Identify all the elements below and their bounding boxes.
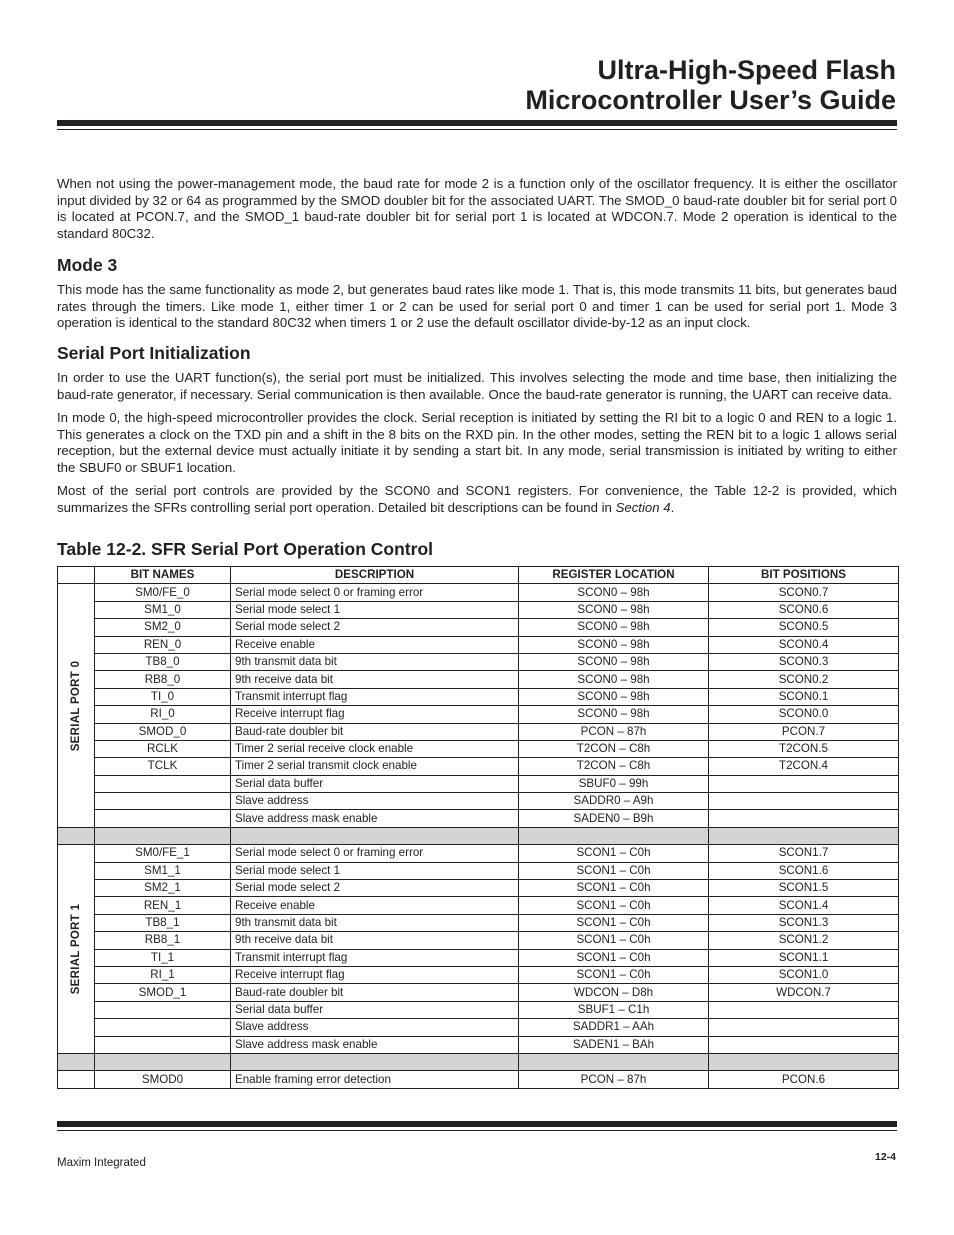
description-cell: 9th receive data bit — [231, 671, 519, 688]
bit-name-cell: SM0/FE_0 — [95, 584, 231, 601]
table-row — [58, 601, 899, 618]
description-cell: Slave address — [231, 793, 519, 810]
separator-cell — [58, 1053, 95, 1070]
init-paragraph-2: In mode 0, the high-speed microcontroller provides the clock. Serial reception is initiated by setting the RI bit to a logic 0 and REN to a logic 1. This generates a clock on the TXD pin and a shift in the 8 bits on the RXD pin. In the other modes, setting the REN bit to a logic 1 allows serial reception, but the external device must actually initiate it by sending a start bit. In any mode, serial transmission is initiated by writing to either the SBUF0 or SBUF1 location. — [57, 410, 897, 475]
bit-position-cell — [709, 1036, 899, 1053]
bit-position-cell: SCON1.3 — [709, 914, 899, 931]
description-cell: Serial mode select 1 — [231, 601, 519, 618]
sfr-table — [57, 566, 899, 1089]
bit-name-cell: SM1_1 — [95, 862, 231, 879]
separator-cell — [519, 1053, 709, 1070]
serial-init-heading: Serial Port Initialization — [57, 343, 251, 363]
description-cell: Timer 2 serial transmit clock enable — [231, 758, 519, 775]
header-register-location: REGISTER LOCATION — [519, 567, 709, 584]
header-rule-thick — [57, 120, 897, 126]
bit-name-cell — [95, 1036, 231, 1053]
init-paragraph-3-end: . — [670, 499, 675, 515]
mode3-paragraph: This mode has the same functionality as mode 2, but generates baud rates like mode 1. That is, this mode transmits 11 bits, but generates baud rates through the timers. Like mode 1, either timer 1 or 2 can be used for serial port 0 and timer 1 can be used for serial port 1. Mode 3 operation is identical to the standard 80C32 when timers 1 or 2 use the default oscillator divide-by-12 as an input clock. — [57, 282, 897, 331]
register-location-cell: SBUF0 – 99h — [519, 775, 709, 792]
footer-page-number: 12-4 — [874, 1151, 896, 1163]
bit-position-cell: SCON0.5 — [709, 619, 899, 636]
bit-name-cell — [95, 810, 231, 827]
bit-name-cell: TB8_1 — [95, 914, 231, 931]
register-location-cell: SCON0 – 98h — [519, 706, 709, 723]
table-row-common — [58, 1071, 899, 1088]
table-row — [58, 949, 899, 966]
bit-name-cell: SM2_1 — [95, 880, 231, 897]
header-description: DESCRIPTION — [231, 567, 519, 584]
bit-position-cell: SCON1.7 — [709, 845, 899, 862]
header-bit-positions: BIT POSITIONS — [709, 567, 899, 584]
separator-cell — [519, 827, 709, 844]
serial-port-1-group-label: SERIAL PORT 1 — [70, 903, 82, 995]
description-cell: 9th transmit data bit — [231, 914, 519, 931]
register-location-cell: T2CON – C8h — [519, 740, 709, 757]
table-row — [58, 636, 899, 653]
table-row — [58, 914, 899, 931]
serial-port-0-group-label: SERIAL PORT 0 — [70, 660, 82, 751]
register-location-cell: SCON0 – 98h — [519, 584, 709, 601]
description-cell: Slave address mask enable — [231, 810, 519, 827]
register-location-cell: SADDR1 – AAh — [519, 1019, 709, 1036]
footer-company: Maxim Integrated — [57, 1157, 146, 1169]
table-row — [58, 1019, 899, 1036]
bit-position-cell: WDCON.7 — [709, 984, 899, 1001]
register-location-cell: SBUF1 – C1h — [519, 1001, 709, 1018]
bit-name-cell: TB8_0 — [95, 653, 231, 670]
separator-row — [58, 827, 899, 844]
register-location-cell: SCON1 – C0h — [519, 897, 709, 914]
bit-name-cell — [95, 1001, 231, 1018]
bit-name-cell: REN_0 — [95, 636, 231, 653]
description-cell: Serial mode select 2 — [231, 619, 519, 636]
mode3-heading: Mode 3 — [57, 255, 118, 275]
table-row — [58, 584, 899, 601]
bit-position-cell: SCON1.4 — [709, 897, 899, 914]
page-header-title — [525, 55, 896, 115]
intro-paragraph: When not using the power-management mode, the baud rate for mode 2 is a function only of the oscillator frequency. It is either the oscillator input divided by 32 or 64 as programmed by the SMOD doubler bit for the associated UART. The SMOD_0 baud-rate doubler bit for serial port 0 is located at PCON.7, and the SMOD_1 baud-rate doubler bit for serial port 1 is located at WDCON.7. Mode 2 operation is identical to the standard 80C32. — [57, 176, 897, 241]
table-row — [58, 775, 899, 792]
register-location-cell: SCON0 – 98h — [519, 688, 709, 705]
description-cell: Transmit interrupt flag — [231, 688, 519, 705]
bit-position-cell: SCON0.1 — [709, 688, 899, 705]
bit-position-cell — [709, 1019, 899, 1036]
header-title-line2: Microcontroller User’s Guide — [525, 85, 896, 115]
description-cell: Receive interrupt flag — [231, 706, 519, 723]
bit-position-cell: SCON1.0 — [709, 966, 899, 983]
table-row — [58, 880, 899, 897]
description-cell: Timer 2 serial receive clock enable — [231, 740, 519, 757]
header-title-line1: Ultra-High-Speed Flash — [597, 55, 896, 85]
bit-name-cell: SMOD_0 — [95, 723, 231, 740]
bit-name-cell: RCLK — [95, 740, 231, 757]
init-paragraph-3-text: Most of the serial port controls are provided by the SCON0 and SCON1 registers. For convenience, the Table 12-2 is provided, which summarizes the SFRs controlling serial port operation. Detailed bit descriptions can be found in — [57, 483, 897, 515]
bit-position-cell: SCON1.6 — [709, 862, 899, 879]
init-paragraph-3 — [57, 483, 897, 516]
bit-name-cell: RI_0 — [95, 706, 231, 723]
separator-cell — [709, 1053, 899, 1070]
bit-name-cell: TI_1 — [95, 949, 231, 966]
bit-position-cell: SCON0.2 — [709, 671, 899, 688]
description-cell: 9th transmit data bit — [231, 653, 519, 670]
init-paragraph-1: In order to use the UART function(s), the serial port must be initialized. This involves selecting the mode and time base, then initializing the baud-rate generator, if necessary. Serial communication is then available. Once the baud-rate generator is running, the UART can receive data. — [57, 370, 897, 402]
bit-name-cell: SM1_0 — [95, 601, 231, 618]
table-row — [58, 671, 899, 688]
common-row-blank — [58, 1071, 95, 1088]
table-body — [58, 584, 899, 1088]
separator-cell — [95, 827, 231, 844]
bit-name-cell: RB8_0 — [95, 671, 231, 688]
bit-name-cell: SMOD_1 — [95, 984, 231, 1001]
bit-name-cell: RB8_1 — [95, 932, 231, 949]
register-location-cell: SCON1 – C0h — [519, 914, 709, 931]
bit-position-cell — [709, 810, 899, 827]
description-cell: Serial mode select 0 or framing error — [231, 584, 519, 601]
description-cell: Serial mode select 0 or framing error — [231, 845, 519, 862]
register-location-cell: SCON0 – 98h — [519, 601, 709, 618]
bit-position-cell — [709, 775, 899, 792]
register-location-cell: SADEN1 – BAh — [519, 1036, 709, 1053]
description-cell: Baud-rate doubler bit — [231, 984, 519, 1001]
bit-position-cell: SCON1.1 — [709, 949, 899, 966]
footer-rule-thin — [57, 1130, 897, 1131]
bit-name-cell — [95, 775, 231, 792]
register-location-cell: T2CON – C8h — [519, 758, 709, 775]
bit-name-cell: TCLK — [95, 758, 231, 775]
table-row — [58, 758, 899, 775]
register-location-cell: SCON1 – C0h — [519, 862, 709, 879]
description-cell: Serial mode select 1 — [231, 862, 519, 879]
bit-name-cell: RI_1 — [95, 966, 231, 983]
register-location-cell: SCON0 – 98h — [519, 636, 709, 653]
header-bit-names: BIT NAMES — [95, 567, 231, 584]
bit-position-cell — [709, 1001, 899, 1018]
table-row — [58, 932, 899, 949]
table-row — [58, 966, 899, 983]
register-location-cell: SCON0 – 98h — [519, 619, 709, 636]
table-row — [58, 810, 899, 827]
serial-port-1-group — [58, 845, 95, 1054]
register-location-cell: SCON0 – 98h — [519, 671, 709, 688]
register-location-cell: SCON1 – C0h — [519, 845, 709, 862]
bit-position-cell — [709, 793, 899, 810]
bit-name-cell: TI_0 — [95, 688, 231, 705]
bit-name-cell: SM0/FE_1 — [95, 845, 231, 862]
table-header-row — [58, 567, 899, 584]
bit-position-cell: SCON0.7 — [709, 584, 899, 601]
table-title: Table 12-2. SFR Serial Port Operation Control — [57, 539, 433, 559]
register-location-cell: SADDR0 – A9h — [519, 793, 709, 810]
table-row — [58, 723, 899, 740]
table-row — [58, 688, 899, 705]
table-row — [58, 706, 899, 723]
table-row — [58, 653, 899, 670]
description-cell: Receive enable — [231, 636, 519, 653]
separator-row — [58, 1053, 899, 1070]
description-cell: Serial data buffer — [231, 775, 519, 792]
register-location-cell: PCON – 87h — [519, 723, 709, 740]
bit-name-cell: REN_1 — [95, 897, 231, 914]
bit-name-cell — [95, 793, 231, 810]
description-cell: 9th receive data bit — [231, 932, 519, 949]
bit-position-cell: SCON0.3 — [709, 653, 899, 670]
table-row — [58, 1001, 899, 1018]
header-blank — [58, 567, 95, 584]
description-cell: Serial mode select 2 — [231, 880, 519, 897]
header-rule-thin — [57, 129, 897, 130]
description-cell: Receive enable — [231, 897, 519, 914]
table-row — [58, 862, 899, 879]
bit-position-cell: SCON1.2 — [709, 932, 899, 949]
bit-position-cell: T2CON.5 — [709, 740, 899, 757]
serial-port-0-group — [58, 584, 95, 827]
bit-name-cell: SMOD0 — [95, 1071, 231, 1088]
footer-rule-thick — [57, 1121, 897, 1127]
register-location-cell: PCON – 87h — [519, 1071, 709, 1088]
bit-position-cell: SCON0.4 — [709, 636, 899, 653]
table-row — [58, 897, 899, 914]
section-reference: Section 4 — [615, 499, 671, 515]
register-location-cell: SADEN0 – B9h — [519, 810, 709, 827]
register-location-cell: SCON1 – C0h — [519, 880, 709, 897]
bit-position-cell: SCON0.6 — [709, 601, 899, 618]
separator-cell — [58, 827, 95, 844]
bit-name-cell: SM2_0 — [95, 619, 231, 636]
bit-position-cell: SCON1.5 — [709, 880, 899, 897]
register-location-cell: SCON1 – C0h — [519, 949, 709, 966]
bit-position-cell: PCON.6 — [709, 1071, 899, 1088]
description-cell: Serial data buffer — [231, 1001, 519, 1018]
separator-cell — [231, 827, 519, 844]
register-location-cell: SCON1 – C0h — [519, 932, 709, 949]
description-cell: Transmit interrupt flag — [231, 949, 519, 966]
separator-cell — [95, 1053, 231, 1070]
description-cell: Baud-rate doubler bit — [231, 723, 519, 740]
separator-cell — [231, 1053, 519, 1070]
table-row — [58, 845, 899, 862]
description-cell: Slave address — [231, 1019, 519, 1036]
bit-position-cell: T2CON.4 — [709, 758, 899, 775]
register-location-cell: SCON0 – 98h — [519, 653, 709, 670]
description-cell: Slave address mask enable — [231, 1036, 519, 1053]
bit-name-cell — [95, 1019, 231, 1036]
table-row — [58, 740, 899, 757]
description-cell: Receive interrupt flag — [231, 966, 519, 983]
register-location-cell: WDCON – D8h — [519, 984, 709, 1001]
table-row — [58, 793, 899, 810]
register-location-cell: SCON1 – C0h — [519, 966, 709, 983]
separator-cell — [709, 827, 899, 844]
table-row — [58, 619, 899, 636]
bit-position-cell: PCON.7 — [709, 723, 899, 740]
table-row — [58, 984, 899, 1001]
description-cell: Enable framing error detection — [231, 1071, 519, 1088]
bit-position-cell: SCON0.0 — [709, 706, 899, 723]
table-row — [58, 1036, 899, 1053]
